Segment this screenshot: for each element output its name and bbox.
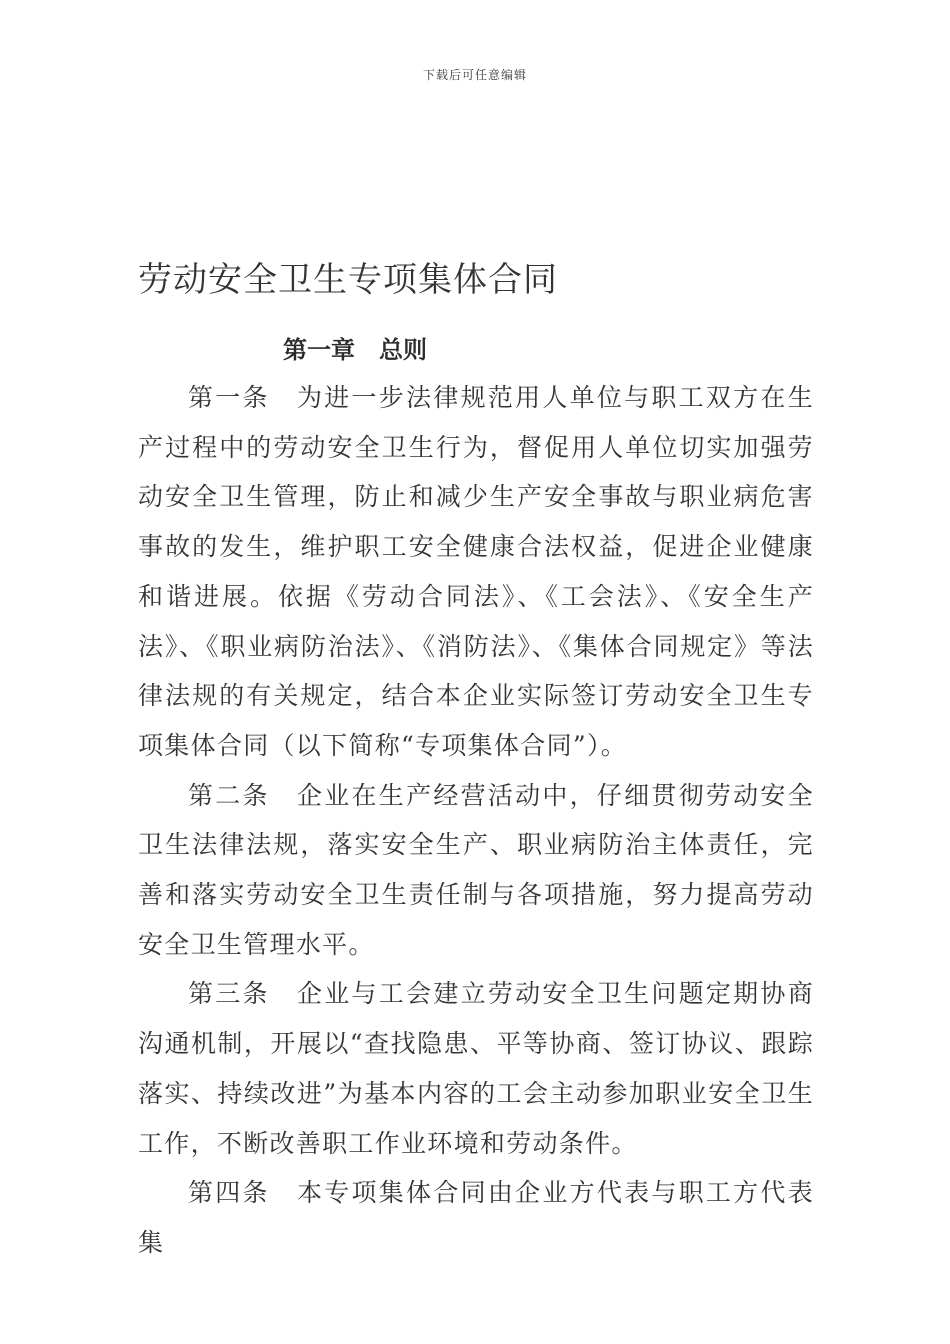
document-body	[138, 373, 814, 1268]
article-3-paragraph: 第三条 企业与工会建立劳动安全卫生问题定期协商沟通机制，开展以“查找隐患、平等协商、签订协议、跟踪落实、持续改进”为基本内容的工会主动参加职业安全卫生工作，不断改善职工作业环境和劳动条件。	[138, 979, 814, 1158]
page-header-note: 下载后可任意编辑	[422, 68, 527, 82]
article-2-paragraph: 第二条 企业在生产经营活动中，仔细贯彻劳动安全卫生法律法规，落实安全生产、职业病防治主体责任，完善和落实劳动安全卫生责任制与各项措施，努力提高劳动安全卫生管理水平。	[138, 780, 814, 959]
article-4-paragraph: 第四条 本专项集体合同由企业方代表与职工方代表集	[138, 1178, 814, 1257]
article-1-paragraph: 第一条 为进一步法律规范用人单位与职工双方在生产过程中的劳动安全卫生行为，督促用人单位切实加强劳动安全卫生管理，防止和减少生产安全事故与职业病危害事故的发生，维护职工安全健康合法权益，促进企业健康和谐进展。依据《劳动合同法》、《工会法》、《安全生产法》、《职业病防治法》、《消防法》、《集体合同规定》等法律法规的有关规定，结合本企业实际签订劳动安全卫生专项集体合同（以下简称“专项集体合同”）。	[138, 383, 814, 760]
chapter-heading: 第一章 总则	[283, 336, 427, 364]
document-title: 劳动安全卫生专项集体合同	[138, 260, 558, 300]
